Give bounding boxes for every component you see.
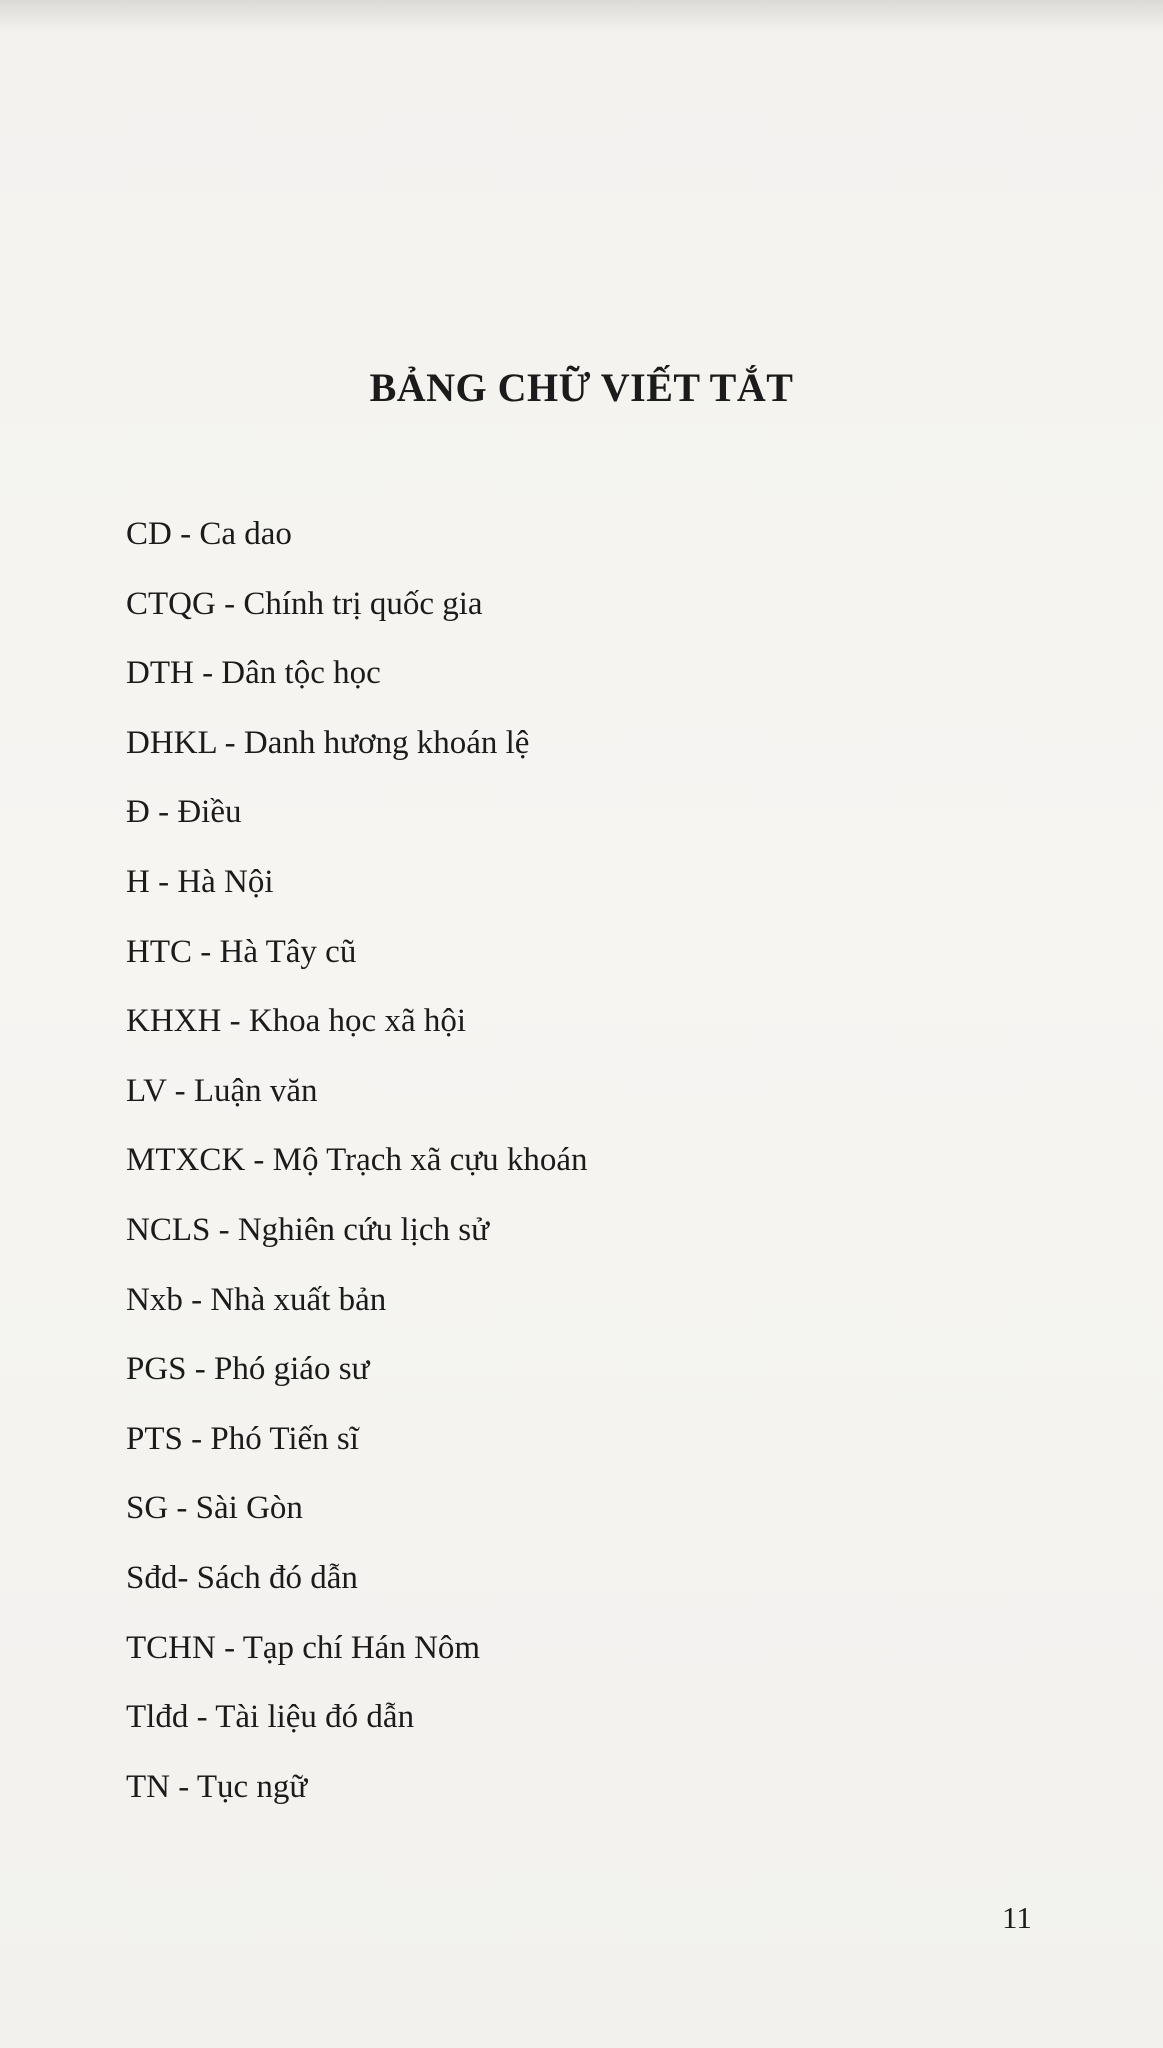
abbreviation-item: LV - Luận văn xyxy=(126,1072,318,1109)
abbreviation-item: MTXCK - Mộ Trạch xã cựu khoán xyxy=(126,1142,588,1179)
abbreviation-item: SG - Sài Gòn xyxy=(126,1490,303,1527)
abbreviation-item: H - Hà Nội xyxy=(126,863,274,900)
abbreviation-item: TCHN - Tạp chí Hán Nôm xyxy=(126,1629,481,1666)
abbreviation-item: KHXH - Khoa học xã hội xyxy=(126,1003,467,1040)
abbreviation-item: PGS - Phó giáo sư xyxy=(126,1351,370,1388)
abbreviation-item: CD - Ca dao xyxy=(126,516,292,552)
abbreviation-item: Đ - Điều xyxy=(126,794,242,831)
page-number: 11 xyxy=(1002,1900,1032,1935)
abbreviation-list xyxy=(126,512,588,1834)
abbreviation-item: Sđd- Sách đó dẫn xyxy=(126,1559,358,1596)
abbreviation-item: TN - Tục ngữ xyxy=(126,1768,308,1805)
abbreviation-item: NCLS - Nghiên cứu lịch sử xyxy=(126,1211,489,1248)
abbreviation-item: CTQG - Chính trị quốc gia xyxy=(126,585,483,622)
abbreviation-item: Nxb - Nhà xuất bản xyxy=(126,1281,387,1318)
abbreviation-item: HTC - Hà Tây cũ xyxy=(126,933,357,970)
page-title: BẢNG CHỮ VIẾT TẮT xyxy=(369,365,794,410)
abbreviation-item: DHKL - Danh hương khoán lệ xyxy=(126,724,530,761)
abbreviation-item: Tlđd - Tài liệu đó dẫn xyxy=(126,1699,415,1736)
abbreviation-item: PTS - Phó Tiến sĩ xyxy=(126,1420,359,1457)
scan-edge-shadow xyxy=(0,0,1163,32)
abbreviation-item: DTH - Dân tộc học xyxy=(126,655,381,692)
